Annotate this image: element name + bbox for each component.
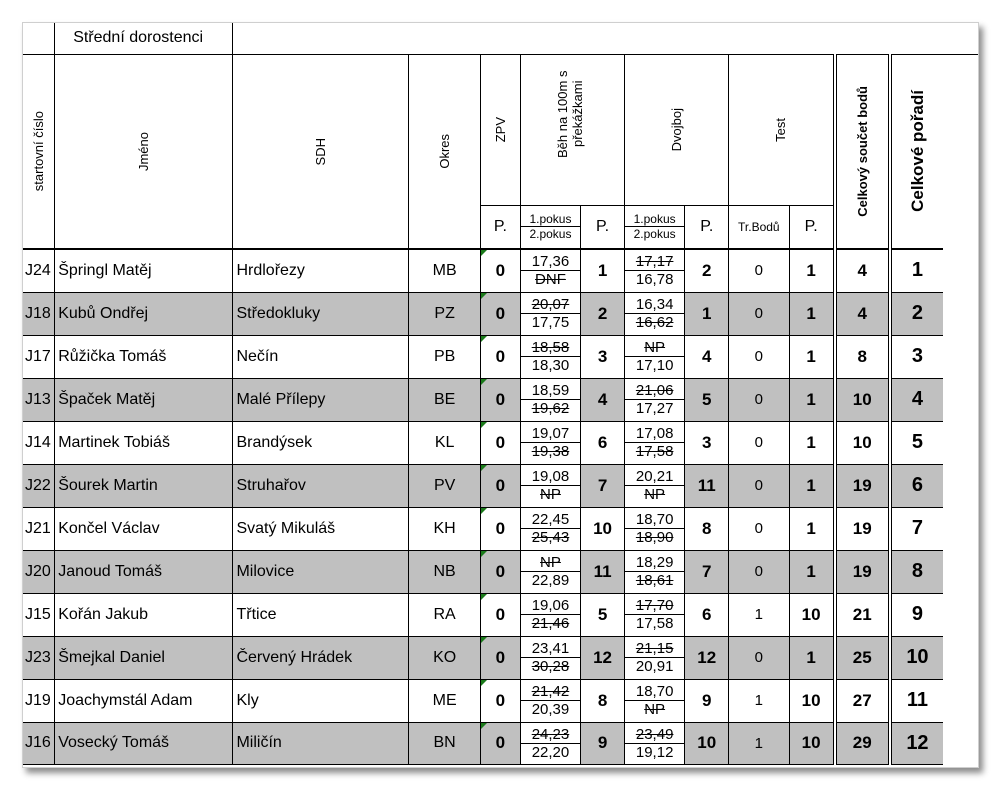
test-points: 1 xyxy=(789,507,835,550)
run-times xyxy=(520,722,580,764)
run-times-try1: 19,07 xyxy=(521,425,580,443)
run-points: 1 xyxy=(581,249,625,292)
zpv-points: 0 xyxy=(480,550,520,593)
duel-times-try2: 17,10 xyxy=(635,357,674,374)
total-points: 19 xyxy=(835,550,890,593)
zpv-points: 0 xyxy=(480,722,520,764)
run-times xyxy=(520,507,580,550)
zpv-points: 0 xyxy=(480,464,520,507)
start-number: J13 xyxy=(23,378,55,421)
run-points: 9 xyxy=(581,722,625,764)
sdh-name: Třtice xyxy=(233,593,409,636)
duel-try1-label: 1.pokus xyxy=(625,212,684,227)
sdh-name: Milovice xyxy=(233,550,409,593)
duel-times-try1: 17,08 xyxy=(625,425,684,443)
start-number: J21 xyxy=(23,507,55,550)
header-zpv: ZPV xyxy=(492,116,508,143)
run-times-try2: 17,75 xyxy=(531,314,570,331)
district: BE xyxy=(409,378,481,421)
zpv-points: 0 xyxy=(480,292,520,335)
total-points: 19 xyxy=(835,464,890,507)
sdh-name: Kly xyxy=(233,679,409,722)
zpv-points: 0 xyxy=(480,335,520,378)
table-row xyxy=(23,378,978,421)
duel-times-try2: 18,61 xyxy=(635,572,674,589)
table-row xyxy=(23,464,978,507)
district: MB xyxy=(409,249,481,292)
run-p-label: P. xyxy=(581,205,625,249)
start-number: J15 xyxy=(23,593,55,636)
zpv-points: 0 xyxy=(480,249,520,292)
table-row xyxy=(23,679,978,722)
zpv-points: 0 xyxy=(480,507,520,550)
run-times-try2: 21,46 xyxy=(531,615,570,632)
total-rank: 7 xyxy=(890,507,943,550)
total-points: 25 xyxy=(835,636,890,679)
duel-times-try2: 20,91 xyxy=(635,658,674,675)
district: BN xyxy=(409,722,481,764)
total-points: 10 xyxy=(835,378,890,421)
run-times-try1: 23,41 xyxy=(521,640,580,658)
duel-points: 4 xyxy=(685,335,729,378)
test-p-label: P. xyxy=(789,205,835,249)
duel-times-try1: 17,17 xyxy=(625,253,684,271)
total-points: 4 xyxy=(835,292,890,335)
run-times-try2: 19,38 xyxy=(531,443,570,460)
run-points: 3 xyxy=(581,335,625,378)
run-points: 7 xyxy=(581,464,625,507)
district: KL xyxy=(409,421,481,464)
run-times-try1: 21,42 xyxy=(521,683,580,701)
header-run: Běh na 100m s překážkami xyxy=(555,69,586,158)
category-title: Střední dorostenci xyxy=(55,23,233,54)
duel-points: 1 xyxy=(685,292,729,335)
run-try2-label: 2.pokus xyxy=(529,227,572,242)
duel-times-try2: 16,78 xyxy=(635,271,674,289)
test-points: 10 xyxy=(789,593,835,636)
test-raw-points: 0 xyxy=(729,249,789,292)
total-rank: 5 xyxy=(890,421,943,464)
total-points: 29 xyxy=(835,722,890,764)
duel-times-try2: 16,62 xyxy=(635,314,674,331)
duel-times xyxy=(624,507,684,550)
zpv-points: 0 xyxy=(480,636,520,679)
run-points: 4 xyxy=(581,378,625,421)
test-points: 1 xyxy=(789,636,835,679)
duel-p-label: P. xyxy=(685,205,729,249)
duel-points: 12 xyxy=(685,636,729,679)
run-times xyxy=(520,679,580,722)
duel-points: 5 xyxy=(685,378,729,421)
run-times xyxy=(520,249,580,292)
test-raw-points: 0 xyxy=(729,335,789,378)
table-row xyxy=(23,292,978,335)
table-row xyxy=(23,550,978,593)
duel-times xyxy=(624,550,684,593)
header-start-no: startovní číslo xyxy=(31,111,47,192)
run-times-try1: 22,45 xyxy=(521,511,580,529)
run-times-try1: 19,08 xyxy=(521,468,580,486)
district: KO xyxy=(409,636,481,679)
table-row xyxy=(23,722,978,764)
category-row xyxy=(23,23,978,54)
zpv-points: 0 xyxy=(480,679,520,722)
run-times xyxy=(520,421,580,464)
duel-points: 9 xyxy=(685,679,729,722)
total-rank: 4 xyxy=(890,378,943,421)
duel-times-try2: NP xyxy=(644,486,666,503)
competitor-name: Vosecký Tomáš xyxy=(55,722,233,764)
header-test: Test xyxy=(773,117,789,142)
competitor-name: Joachymstál Adam xyxy=(55,679,233,722)
duel-times-try2: NP xyxy=(644,701,666,718)
run-times-try2: 22,20 xyxy=(531,743,570,761)
duel-times xyxy=(624,249,684,292)
duel-times xyxy=(624,679,684,722)
start-number: J14 xyxy=(23,421,55,464)
duel-points: 3 xyxy=(685,421,729,464)
total-points: 27 xyxy=(835,679,890,722)
district: ME xyxy=(409,679,481,722)
header-name: Jméno xyxy=(136,131,152,171)
test-raw-points: 1 xyxy=(729,722,789,764)
competitor-name: Končel Václav xyxy=(55,507,233,550)
start-number: J20 xyxy=(23,550,55,593)
header-total-points: Celkový součet bodů xyxy=(854,85,870,217)
run-points: 6 xyxy=(581,421,625,464)
total-rank: 1 xyxy=(890,249,943,292)
total-rank: 11 xyxy=(890,679,943,722)
run-times-try2: 20,39 xyxy=(531,701,570,718)
header-row xyxy=(23,54,978,205)
run-times-try1: 19,06 xyxy=(521,597,580,615)
start-number: J18 xyxy=(23,292,55,335)
run-times-try1: 24,23 xyxy=(521,726,580,744)
run-times-try2: 22,89 xyxy=(531,572,570,589)
competitor-name: Martinek Tobiáš xyxy=(55,421,233,464)
test-points: 1 xyxy=(789,335,835,378)
test-raw-points: 0 xyxy=(729,292,789,335)
test-raw-points: 1 xyxy=(729,593,789,636)
duel-points: 2 xyxy=(685,249,729,292)
district: NB xyxy=(409,550,481,593)
run-times xyxy=(520,378,580,421)
duel-times xyxy=(624,593,684,636)
run-points: 11 xyxy=(581,550,625,593)
zpv-points: 0 xyxy=(480,378,520,421)
district: RA xyxy=(409,593,481,636)
run-times-try1: NP xyxy=(521,554,580,572)
run-points: 5 xyxy=(581,593,625,636)
run-times-try1: 18,58 xyxy=(521,339,580,357)
total-rank: 6 xyxy=(890,464,943,507)
table-row xyxy=(23,507,978,550)
test-points: 10 xyxy=(789,679,835,722)
run-times xyxy=(520,292,580,335)
start-number: J19 xyxy=(23,679,55,722)
competitor-name: Růžička Tomáš xyxy=(55,335,233,378)
sdh-name: Hrdlořezy xyxy=(233,249,409,292)
table-row xyxy=(23,249,978,292)
competitor-name: Kubů Ondřej xyxy=(55,292,233,335)
duel-times xyxy=(624,421,684,464)
total-points: 4 xyxy=(835,249,890,292)
zpv-points: 0 xyxy=(480,421,520,464)
duel-points: 8 xyxy=(685,507,729,550)
duel-times-try2: 19,12 xyxy=(635,743,674,761)
duel-times-try2: 17,27 xyxy=(635,400,674,417)
duel-times-try1: 21,06 xyxy=(625,382,684,400)
header-total-rank: Celkové pořadí xyxy=(907,90,927,213)
test-points-label: Tr.Bodů xyxy=(729,205,789,249)
run-points: 12 xyxy=(581,636,625,679)
district: PV xyxy=(409,464,481,507)
table-row xyxy=(23,636,978,679)
district: KH xyxy=(409,507,481,550)
start-number: J16 xyxy=(23,722,55,764)
run-times-try2: 25,43 xyxy=(531,529,570,546)
sdh-name: Struhařov xyxy=(233,464,409,507)
competitor-name: Kořán Jakub xyxy=(55,593,233,636)
duel-times xyxy=(624,292,684,335)
test-raw-points: 0 xyxy=(729,550,789,593)
competitor-name: Janoud Tomáš xyxy=(55,550,233,593)
duel-times-try1: 16,34 xyxy=(625,296,684,314)
test-raw-points: 0 xyxy=(729,421,789,464)
duel-times-try2: 17,58 xyxy=(635,615,674,632)
test-raw-points: 0 xyxy=(729,636,789,679)
sdh-name: Červený Hrádek xyxy=(233,636,409,679)
duel-times-try1: 20,21 xyxy=(625,468,684,486)
header-district: Okres xyxy=(437,133,453,169)
start-number: J22 xyxy=(23,464,55,507)
duel-times-try1: 23,49 xyxy=(625,726,684,744)
sdh-name: Svatý Mikuláš xyxy=(233,507,409,550)
zpv-points: 0 xyxy=(480,593,520,636)
total-rank: 8 xyxy=(890,550,943,593)
duel-times xyxy=(624,722,684,764)
total-points: 21 xyxy=(835,593,890,636)
sdh-name: Nečín xyxy=(233,335,409,378)
start-number: J24 xyxy=(23,249,55,292)
run-times xyxy=(520,335,580,378)
run-points: 2 xyxy=(581,292,625,335)
table-row xyxy=(23,421,978,464)
duel-times-try1: 18,29 xyxy=(625,554,684,572)
start-number: J23 xyxy=(23,636,55,679)
run-times-try1: 17,36 xyxy=(521,253,580,271)
total-rank: 2 xyxy=(890,292,943,335)
competitor-name: Špaček Matěj xyxy=(55,378,233,421)
results-table xyxy=(23,23,978,765)
duel-try2-label: 2.pokus xyxy=(633,227,676,242)
duel-times-try1: NP xyxy=(625,339,684,357)
sdh-name: Brandýsek xyxy=(233,421,409,464)
run-times-try2: 18,30 xyxy=(531,357,570,374)
test-raw-points: 0 xyxy=(729,507,789,550)
competitor-name: Špringl Matěj xyxy=(55,249,233,292)
total-points: 19 xyxy=(835,507,890,550)
duel-points: 10 xyxy=(685,722,729,764)
duel-times-try1: 18,70 xyxy=(625,511,684,529)
sdh-name: Miličín xyxy=(233,722,409,764)
competitor-name: Šmejkal Daniel xyxy=(55,636,233,679)
test-points: 1 xyxy=(789,550,835,593)
run-times xyxy=(520,593,580,636)
run-times xyxy=(520,550,580,593)
duel-points: 11 xyxy=(685,464,729,507)
total-rank: 3 xyxy=(890,335,943,378)
run-times-try2: 30,28 xyxy=(531,658,570,675)
test-raw-points: 0 xyxy=(729,464,789,507)
duel-times xyxy=(624,636,684,679)
test-raw-points: 1 xyxy=(729,679,789,722)
run-times xyxy=(520,636,580,679)
duel-points: 7 xyxy=(685,550,729,593)
total-points: 8 xyxy=(835,335,890,378)
duel-times-try2: 17,58 xyxy=(635,443,674,460)
sdh-name: Středokluky xyxy=(233,292,409,335)
run-times-try1: 20,07 xyxy=(521,296,580,314)
run-times-try2: NP xyxy=(540,486,561,503)
sdh-name: Malé Přílepy xyxy=(233,378,409,421)
total-rank: 10 xyxy=(890,636,943,679)
run-times-try2: 19,62 xyxy=(531,400,570,417)
test-points: 1 xyxy=(789,464,835,507)
test-points: 1 xyxy=(789,421,835,464)
duel-times xyxy=(624,335,684,378)
run-times-try2: DNF xyxy=(535,271,566,289)
test-points: 1 xyxy=(789,249,835,292)
run-times xyxy=(520,464,580,507)
test-points: 1 xyxy=(789,292,835,335)
run-points: 8 xyxy=(581,679,625,722)
header-duel: Dvojboj xyxy=(669,107,685,152)
competitor-name: Šourek Martin xyxy=(55,464,233,507)
header-sdh: SDH xyxy=(313,137,329,165)
duel-times xyxy=(624,378,684,421)
total-rank: 9 xyxy=(890,593,943,636)
duel-times-try1: 21,15 xyxy=(625,640,684,658)
test-points: 10 xyxy=(789,722,835,764)
duel-times-try1: 17,70 xyxy=(625,597,684,615)
run-times-try1: 18,59 xyxy=(521,382,580,400)
district: PB xyxy=(409,335,481,378)
district: PZ xyxy=(409,292,481,335)
results-sheet xyxy=(22,22,979,768)
run-points: 10 xyxy=(581,507,625,550)
total-points: 10 xyxy=(835,421,890,464)
test-points: 1 xyxy=(789,378,835,421)
duel-times-try2: 18,90 xyxy=(635,529,674,546)
run-try1-label: 1.pokus xyxy=(521,212,580,227)
zpv-p-label: P. xyxy=(480,205,520,249)
duel-times-try1: 18,70 xyxy=(625,683,684,701)
duel-times xyxy=(624,464,684,507)
table-row xyxy=(23,593,978,636)
test-raw-points: 0 xyxy=(729,378,789,421)
total-rank: 12 xyxy=(890,722,943,764)
table-row xyxy=(23,335,978,378)
start-number: J17 xyxy=(23,335,55,378)
duel-points: 6 xyxy=(685,593,729,636)
